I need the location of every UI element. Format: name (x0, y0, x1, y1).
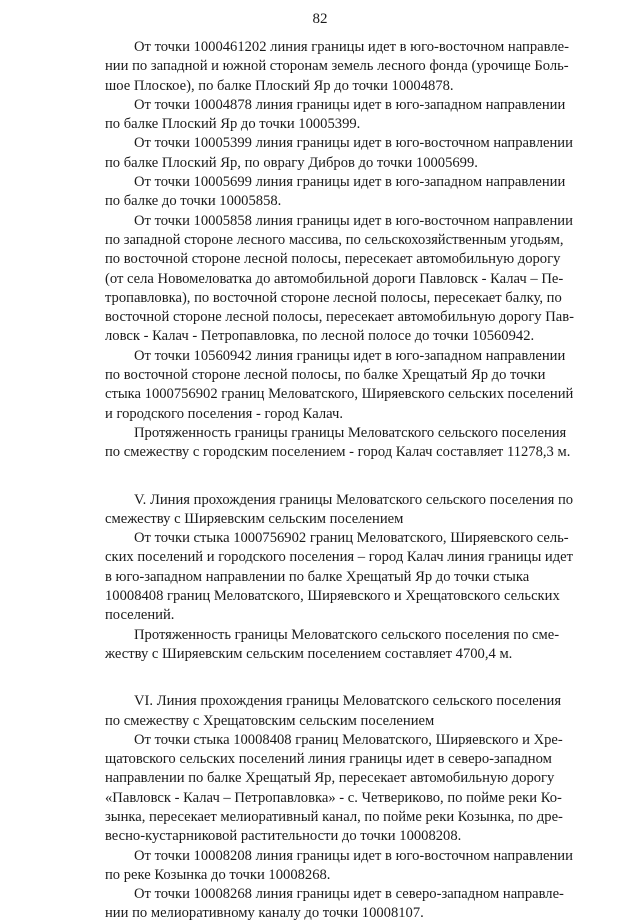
section-boundary-kalach (105, 38, 588, 463)
paragraph: От точки стыка 10008408 границ Меловатского, Ширяевского и Хре- щатовского сельских поселений линия границы идет в северо-западном направлении по балке Хрещатый Яр, пересекает автомобильную дорогу «Павловск - Калач – Петропавловка» - с. Четвериково, по пойме реки Ко- зынка, пересекает мелиоративный канал, по пойме реки Козынка, по дре- весно-кустарниковой растительности до точки 10008208. (105, 731, 563, 845)
paragraph: От точки 10560942 линия границы идет в юго-западном направлении по восточной стороне лесной полосы, по балке Хрещатый Яр до точки стыка 1000756902 границ Меловатского, Ширяевского сельских поселений и городского поселения - город Калач. (105, 347, 574, 422)
paragraph: От точки 10008208 линия границы идет в юго-восточном направлении по реке Козынка до точки 10008268. (105, 847, 573, 883)
paragraph: От точки 10005399 линия границы идет в юго-восточном направлении по балке Плоский Яр, по оврагу Дибров до точки 10005699. (105, 135, 573, 171)
paragraph: От точки стыка 1000756902 границ Меловатского, Ширяевского сель- ских поселений и городского поселения – город Калач линия границы идет в юго-западном направлении по балке Хрещатый Яр до точки стыка 10008408 границ Меловатского, Ширяевского и Хрещатовского сельских поселений. (105, 530, 574, 624)
paragraph: От точки 10008268 линия границы идет в северо-западном направле- нии по мелиоративному каналу до точки 10008107. (105, 886, 564, 922)
section-heading: V. Линия прохождения границы Меловатского сельского поселения по смежеству с Ширяевским сельским поселением (105, 491, 574, 527)
document-body (105, 38, 588, 924)
paragraph: От точки 10005699 линия границы идет в юго-западном направлении по балке до точки 10005858. (105, 174, 566, 210)
page-number: 82 (312, 11, 328, 27)
section-heading: VI. Линия прохождения границы Меловатского сельского поселения по смежеству с Хрещатовским сельским поселением (105, 693, 562, 729)
length-summary: Протяженность границы Меловатского сельского поселения по сме- жеству с Ширяевским сельским поселением составляет 4700,4 м. (105, 626, 560, 662)
section-v-shiryaevskoe (105, 491, 588, 665)
length-summary: Протяженность границы границы Меловатского сельского поселения по смежеству с городским поселением - город Калач составляет 11278,3 м. (105, 424, 571, 461)
paragraph: От точки 10004878 линия границы идет в юго-западном направлении по балке Плоский Яр до точки 10005399. (105, 96, 566, 133)
paragraph: От точки 10005858 линия границы идет в юго-восточном направлении по западной стороне лесного массива, по сельскохозяйственным угодьям, по восточной стороне лесной полосы, пересекает автомобильную дорогу (от села Новомеловатка до автомобильной дороги Павловск - Калач – Пе- тропавловка), по восточной стороне лесной полосы, пересекает балку, по восточной стороне лесной полосы, пересекает автомобильную дорогу Пав- ловск - Калач - Петропавловка, по лесной полосе до точки 10560942. (105, 212, 575, 345)
paragraph: От точки 1000461202 линия границы идет в юго-восточном направле- нии по западной и южной сторонам земель лесного фонда (урочище Боль- шое Плоское), по балке Плоский Яр до точки 10004878. (105, 39, 569, 94)
section-vi-khreshchatovskoe (105, 692, 588, 924)
